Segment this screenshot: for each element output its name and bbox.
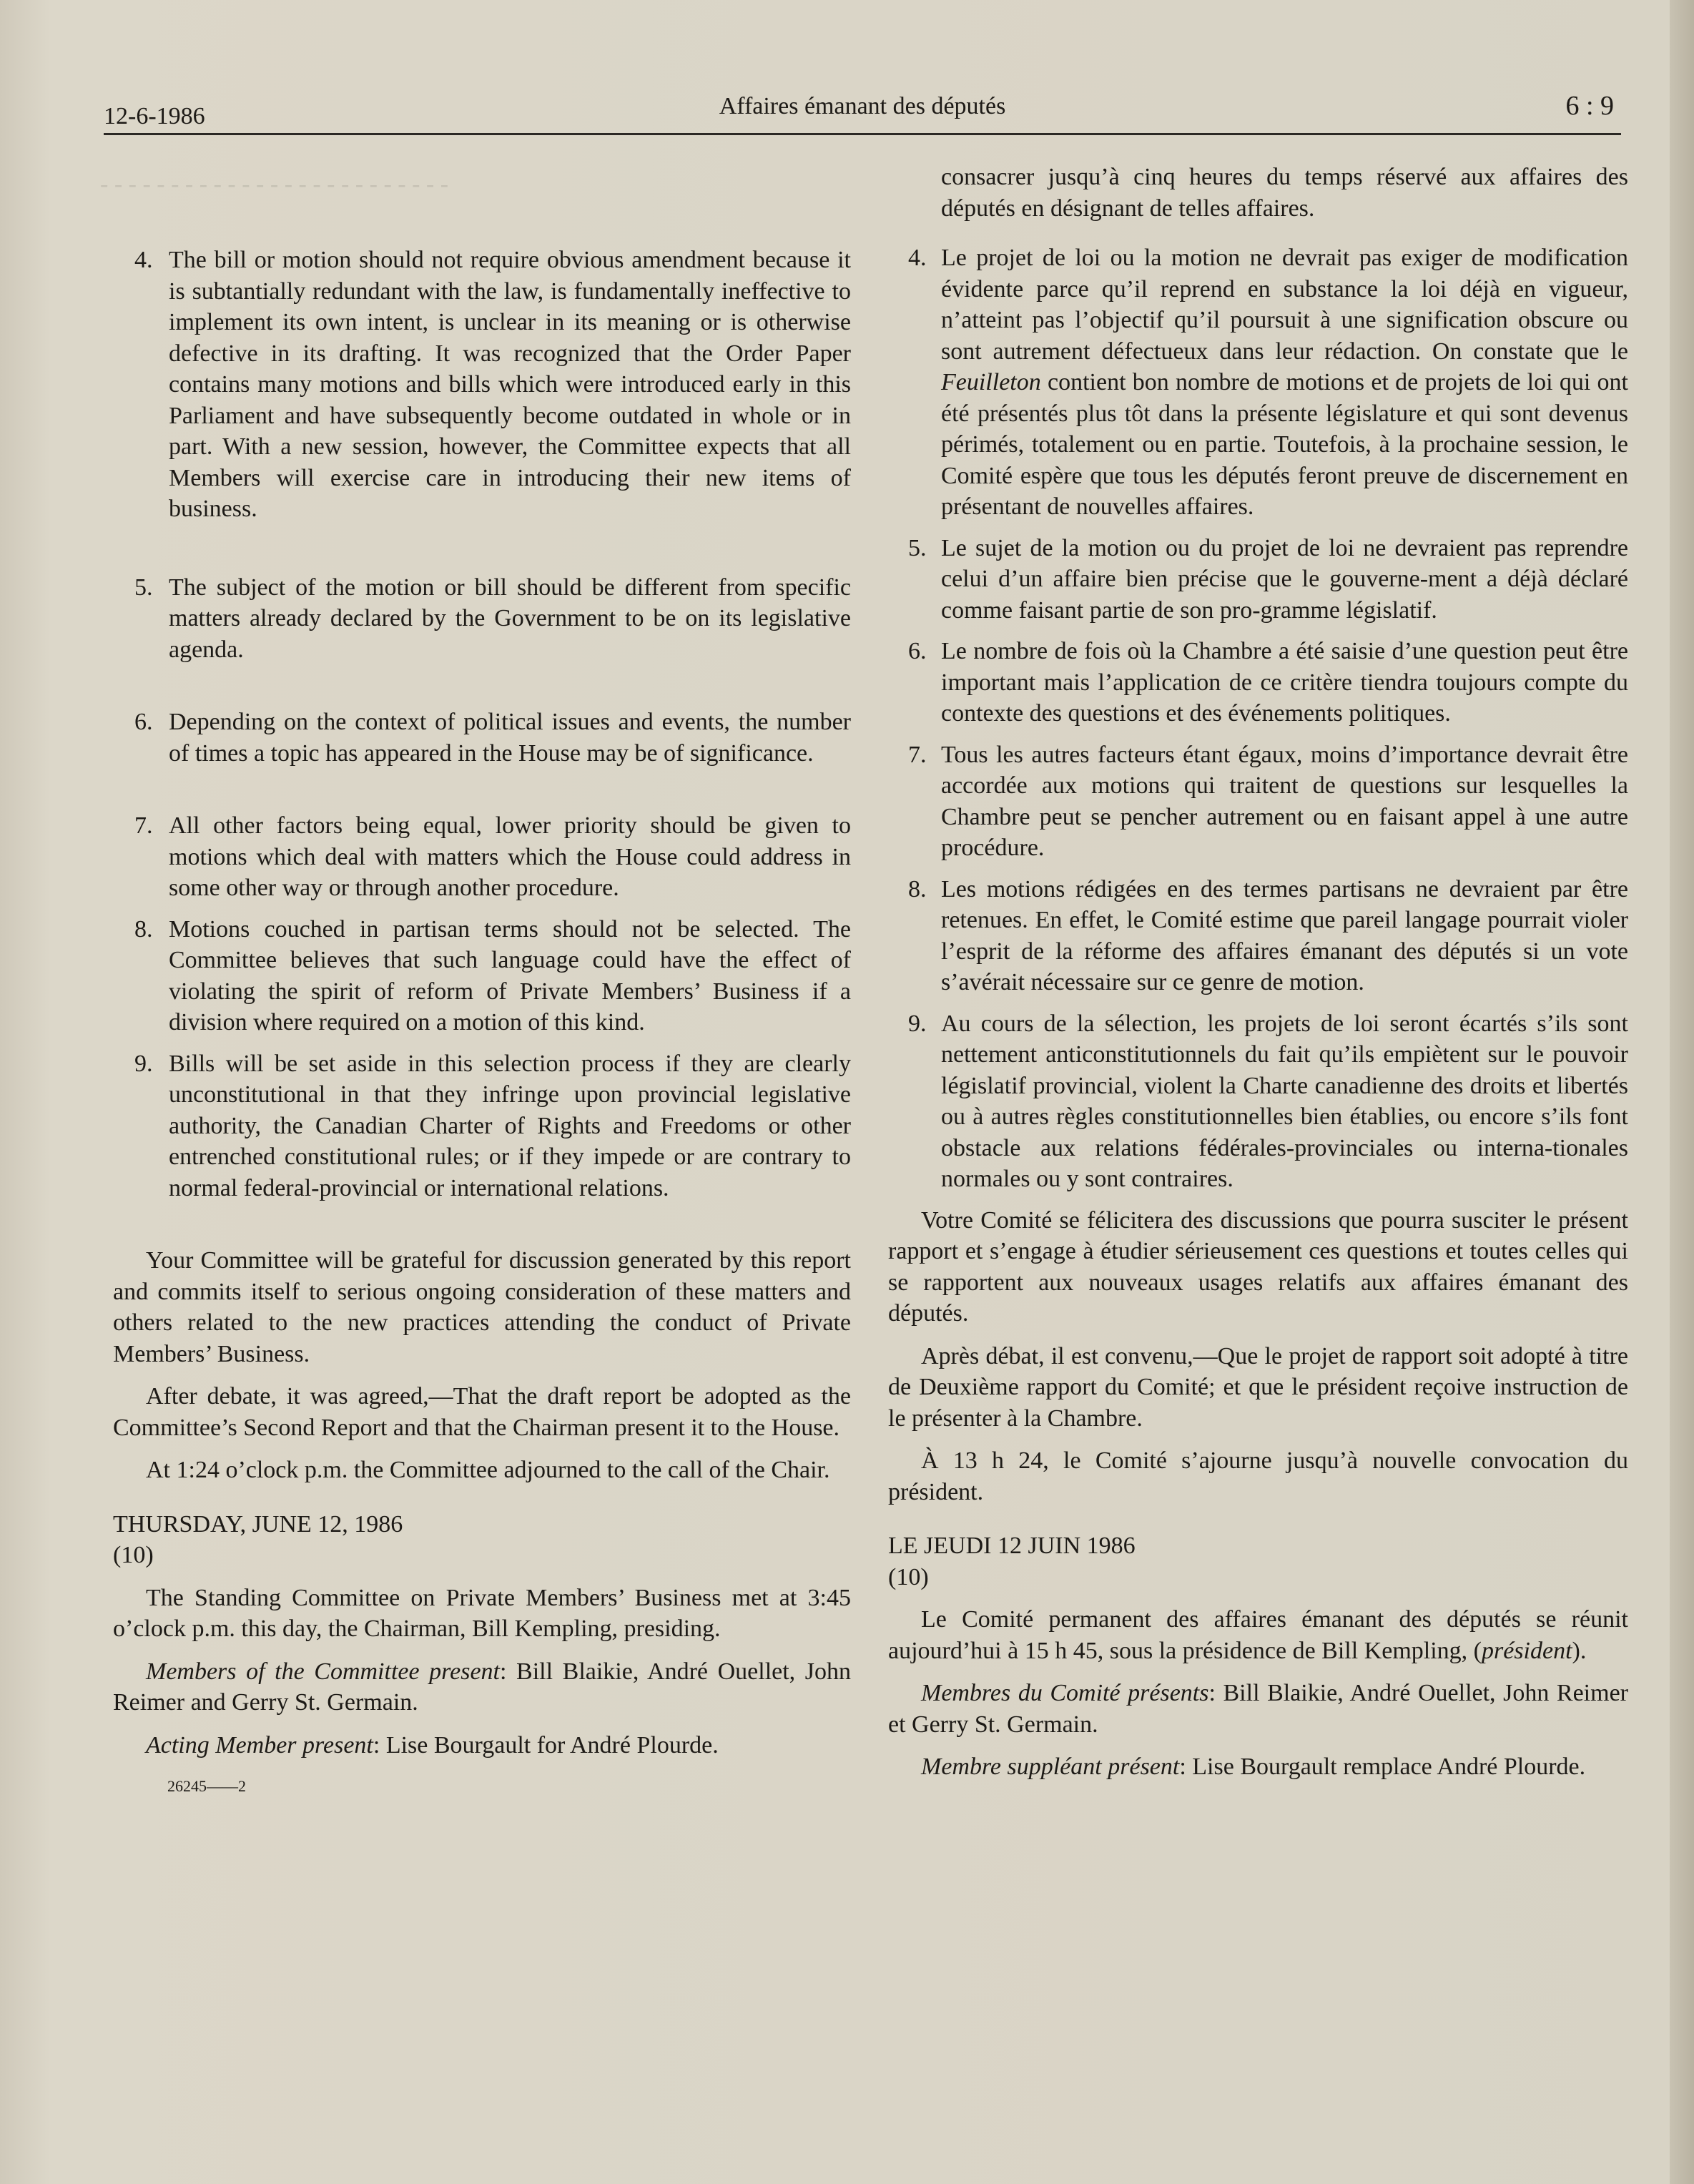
header-date: 12-6-1986 <box>104 103 205 129</box>
french-para-adjourned: À 13 h 24, le Comité s’ajourne jusqu’à nouvelle convocation du président. <box>888 1447 1628 1505</box>
running-header <box>104 86 1621 135</box>
french-para-debate: Après débat, il est convenu,—Que le projet de rapport soit adopté à titre de Deuxième rapport du Comité; et que le président reçoive instruction de le présenter à la Chambre. <box>888 1342 1628 1432</box>
acting-text: : Lise Bourgault for André Plourde. <box>373 1731 719 1758</box>
item-number: 6. <box>908 638 927 664</box>
item-text: The bill or motion should not require obvious amendment because it is subtantially redundant with the law, is fundamentally ineffective to implement its own intent, is unclear in its meaning or is otherwise defective in its drafting. It was recognized that the Order Paper contains many motions and bills which were introduced early in this Parliament and have subsequently become outdated in whole or in part. With a new session, however, the Committee expects that all Members will exercise care in introducing their new items of business. <box>169 247 851 522</box>
met-text-italic: président <box>1482 1637 1572 1664</box>
print-code-footnote: 26245——2 <box>167 1777 246 1795</box>
english-meeting-number: (10) <box>113 1542 154 1568</box>
item-number: 4. <box>908 245 927 271</box>
english-date-heading: THURSDAY, JUNE 12, 1986 <box>113 1510 403 1538</box>
french-para-met <box>888 1604 1628 1666</box>
item-text: Le nombre de fois où la Chambre a été saisie d’une question peut être important mais l’application de ce critère tiendra toujours compte du contexte des questions et des événements politiques. <box>941 638 1628 727</box>
english-para-adjourned: At 1:24 o’clock p.m. the Committee adjourned to the call of the Chair. <box>146 1457 830 1483</box>
members-label: Members of the Committee present <box>146 1658 500 1685</box>
french-date-heading: LE JEUDI 12 JUIN 1986 <box>888 1533 1136 1559</box>
members-text: : Bill Blaikie, André Ouellet, John Reimer et Gerry St. Germain. <box>888 1680 1628 1738</box>
page-edge <box>1670 0 1694 2184</box>
item-number: 5. <box>908 534 927 561</box>
item-number: 6. <box>134 709 153 735</box>
english-column <box>113 162 851 1802</box>
french-para-grateful: Votre Comité se félicitera des discussions que pourra susciter le présent rapport et s’engage à étudier sérieusement ces questions et toutes celles qui se rapportent aux nouveaux usages relatifs aux affaires émanant des députés. <box>888 1206 1628 1327</box>
french-members-present <box>888 1678 1628 1740</box>
english-item-9 <box>113 1048 851 1204</box>
english-item-5 <box>113 572 851 666</box>
met-text: ). <box>1572 1637 1587 1664</box>
french-column <box>888 162 1628 1783</box>
header-page-number: 6 : 9 <box>1565 91 1614 121</box>
item-text: Le projet de loi ou la motion ne devrait pas exiger de modification évidente parce qu’il reprend en substance la loi déjà en vigueur, n’atteint pas l’objectif qu’il poursuit à une signification obscure ou sont autrement défectueux dans leur rédaction. On constate que le <box>941 245 1628 365</box>
acting-text: : Lise Bourgault remplace André Plourde. <box>1179 1753 1586 1780</box>
acting-label: Acting Member present <box>146 1731 373 1758</box>
english-para-debate: After debate, it was agreed,—That the draft report be adopted as the Committee’s Second Report and that the Chairman present it to the House. <box>113 1383 851 1441</box>
item-number: 8. <box>134 915 153 943</box>
french-acting-member <box>888 1751 1628 1783</box>
french-item-8 <box>888 874 1628 998</box>
item-text: contient bon nombre de motions et de projets de loi qui ont été présentés plus tôt dans la présente législature et qui sont devenus périmés, totalement ou en partie. Toutefois, à la prochaine session, le Comité espère que tous les députés feront preuve de discernement en présentant de nouvelles affaires. <box>941 369 1628 520</box>
item-text: All other factors being equal, lower priority should be given to motions which deal with matters which the House could address in some other way or through another procedure. <box>169 812 851 901</box>
item-number: 4. <box>134 247 153 273</box>
item-text: Les motions rédigées en des termes partisans ne devraient par être retenues. En effet, le Comité estime que pareil langage pourrait violer l’esprit de la réforme des affaires émanant des députés si un vote s’avérait nécessaire sur ce genre de motion. <box>941 875 1628 995</box>
item-number: 9. <box>134 1050 153 1077</box>
french-item-9 <box>888 1008 1628 1195</box>
english-para-grateful: Your Committee will be grateful for discussion generated by this report and commits itself to serious ongoing consideration of these matters and others related to the new practices attending the conduct of Private Members’ Business. <box>113 1247 851 1367</box>
item-text: Depending on the context of political issues and events, the number of times a topic has appeared in the House may be of significance. <box>169 709 851 767</box>
item-text-italic: Feuilleton <box>941 369 1041 395</box>
french-item-7 <box>888 739 1628 864</box>
english-acting-member <box>113 1730 851 1761</box>
item-text: The subject of the motion or bill should be different from specific matters already declared by the Government to be on its legislative agenda. <box>169 574 851 663</box>
english-item-4 <box>113 245 851 525</box>
item-number: 7. <box>134 812 153 839</box>
english-item-8 <box>113 914 851 1038</box>
item-number: 9. <box>908 1010 927 1037</box>
french-item-5 <box>888 533 1628 626</box>
acting-label: Membre suppléant présent <box>921 1753 1180 1780</box>
item-text: Le sujet de la motion ou du projet de loi ne devraient pas reprendre celui d’un affaire bien précise que le gouverne-ment a déjà déclaré comme faisant partie de son pro-gramme législatif. <box>941 534 1628 624</box>
members-label: Membres du Comité présents <box>921 1680 1209 1706</box>
english-item-6 <box>113 707 851 769</box>
item-text: Motions couched in partisan terms should not be selected. The Committee believes that such language could have the effect of violating the spirit of reform of Private Members’ Business if a division where required on a motion of this kind. <box>169 915 851 1036</box>
french-item-6 <box>888 636 1628 729</box>
show-through-text: - - - - - - - - - - - - - - - - - - - - - - - - - <box>100 171 449 197</box>
members-text: : Bill Blaikie, André Ouellet, John Reimer and Gerry St. Germain. <box>113 1658 852 1716</box>
item-number: 7. <box>908 741 927 768</box>
french-intro: consacrer jusqu’à cinq heures du temps réservé aux affaires des députés en désignant de telles affaires. <box>941 164 1628 222</box>
item-text: Bills will be set aside in this selection process if they are clearly unconstitutional in that they infringe upon provincial legislative authority, the Canadian Charter of Rights and Freedoms or other entrenched constitutional rules; or if they impede or are contrary to normal federal-provincial or international relations. <box>169 1050 851 1201</box>
english-members-present <box>113 1656 851 1718</box>
english-item-7 <box>113 810 851 904</box>
item-number: 8. <box>908 875 927 902</box>
item-text: Au cours de la sélection, les projets de loi seront écartés s’ils sont nettement anticonstitutionnels du fait qu’ils empiètent sur le pouvoir législatif provincial, violent la Charte canadienne des droits et libertés ou à autres règles constitutionnelles bien établies, ou encore s’ils font obstacle aux relations fédérales-provinciales ou interna-tionales normales ou y sont contraires. <box>941 1010 1628 1192</box>
english-para-met: The Standing Committee on Private Members’ Business met at 3:45 o’clock p.m. this day, the Chairman, Bill Kempling, presiding. <box>113 1584 851 1642</box>
item-number: 5. <box>134 574 153 601</box>
header-title: Affaires émanant des députés <box>719 93 1006 119</box>
french-item-4 <box>888 242 1628 523</box>
item-text: Tous les autres facteurs étant égaux, moins d’importance devrait être accordée aux motions qui traitent de questions sur lesquelles la Chambre peut se pencher autrement ou en faisant appel à une autre procédure. <box>941 741 1628 861</box>
met-text: Le Comité permanent des affaires émanant des députés se réunit aujourd’hui à 15 h 45, sous la présidence de Bill Kempling, ( <box>888 1606 1628 1664</box>
french-meeting-number: (10) <box>888 1563 929 1590</box>
